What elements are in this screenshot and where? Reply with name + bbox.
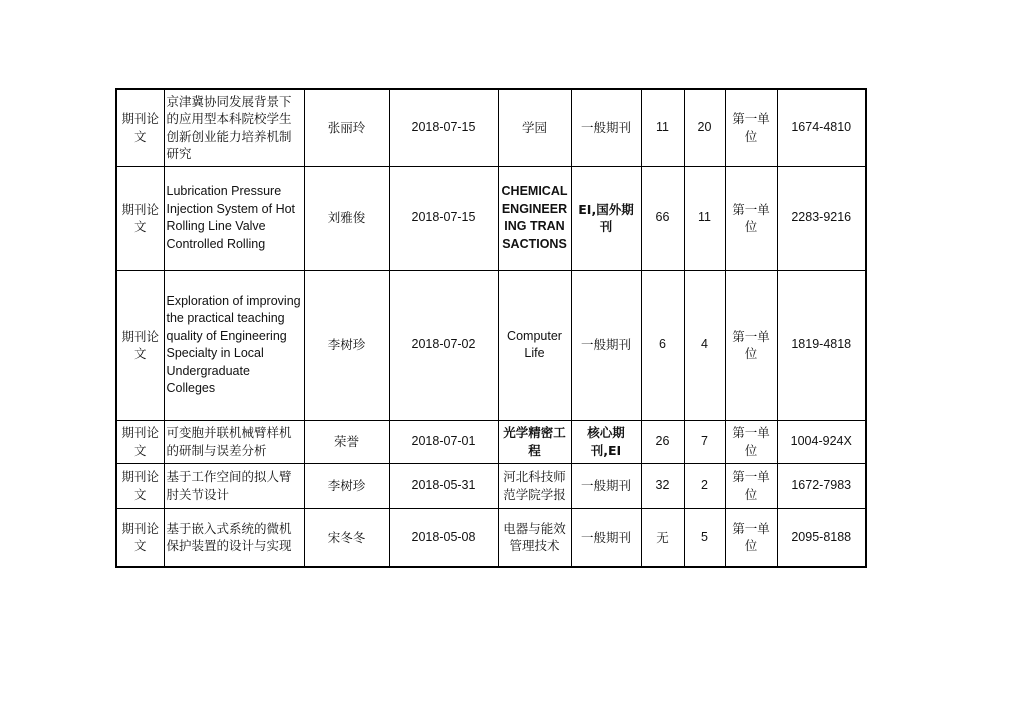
journal-cell: 光学精密工程	[498, 420, 571, 463]
volume-cell: 66	[641, 166, 684, 270]
type-cell: 期刊论文	[116, 508, 164, 567]
author-cell: 荣誉	[304, 420, 389, 463]
issue-cell: 5	[684, 508, 725, 567]
issn-cell: 2095-8188	[777, 508, 866, 567]
journal-text: 河北科技师范学院学报	[503, 469, 566, 502]
type-cell: 期刊论文	[116, 420, 164, 463]
issue-cell: 4	[684, 270, 725, 420]
title-cell: Lubrication Pressure Injection System of Hot Rolling Line Valve Controlled Rolling	[164, 166, 304, 270]
date-cell: 2018-07-15	[389, 89, 498, 166]
journal-cell	[498, 463, 571, 508]
level-cell: 一般期刊	[571, 89, 641, 166]
date-cell: 2018-07-02	[389, 270, 498, 420]
date-cell: 2018-05-08	[389, 508, 498, 567]
table-row	[116, 89, 866, 166]
volume-cell: 无	[641, 508, 684, 567]
table-row	[116, 463, 866, 508]
papers-table	[115, 88, 867, 568]
issue-cell: 7	[684, 420, 725, 463]
unit-cell: 第一单位	[725, 420, 777, 463]
date-cell: 2018-07-01	[389, 420, 498, 463]
author-cell: 张丽玲	[304, 89, 389, 166]
volume-cell: 6	[641, 270, 684, 420]
level-cell: 核心期刊,EI	[571, 420, 641, 463]
issn-cell: 1672-7983	[777, 463, 866, 508]
journal-cell: CHEMICAL ENGINEERING TRANSACTIONS	[498, 166, 571, 270]
level-cell: EI,国外期刊	[571, 166, 641, 270]
issn-cell: 1674-4810	[777, 89, 866, 166]
type-cell: 期刊论文	[116, 166, 164, 270]
unit-cell: 第一单位	[725, 166, 777, 270]
title-cell: Exploration of improving the practical teaching quality of Engineering Specialty in Local Undergraduate Colleges	[164, 270, 304, 420]
issn-cell: 1819-4818	[777, 270, 866, 420]
date-cell: 2018-05-31	[389, 463, 498, 508]
unit-cell: 第一单位	[725, 89, 777, 166]
unit-cell: 第一单位	[725, 463, 777, 508]
type-cell: 期刊论文	[116, 463, 164, 508]
author-cell: 李树珍	[304, 463, 389, 508]
type-cell: 期刊论文	[116, 270, 164, 420]
title-cell: 京津冀协同发展背景下的应用型本科院校学生创新创业能力培养机制研究	[164, 89, 304, 166]
issue-cell: 2	[684, 463, 725, 508]
table-row	[116, 508, 866, 567]
volume-cell: 11	[641, 89, 684, 166]
issue-cell: 11	[684, 166, 725, 270]
issn-cell: 2283-9216	[777, 166, 866, 270]
unit-cell: 第一单位	[725, 270, 777, 420]
journal-cell: Computer Life	[498, 270, 571, 420]
title-cell: 基于工作空间的拟人臂肘关节设计	[164, 463, 304, 508]
date-cell: 2018-07-15	[389, 166, 498, 270]
table-row	[116, 420, 866, 463]
volume-cell: 26	[641, 420, 684, 463]
type-cell: 期刊论文	[116, 89, 164, 166]
journal-cell: 电器与能效管理技术	[498, 508, 571, 567]
unit-cell: 第一单位	[725, 508, 777, 567]
author-cell: 刘雅俊	[304, 166, 389, 270]
issue-cell: 20	[684, 89, 725, 166]
level-cell: 一般期刊	[571, 463, 641, 508]
level-cell: 一般期刊	[571, 508, 641, 567]
table-row	[116, 166, 866, 270]
issn-cell: 1004-924X	[777, 420, 866, 463]
title-cell: 基于嵌入式系统的微机保护装置的设计与实现	[164, 508, 304, 567]
table-row	[116, 270, 866, 420]
level-cell: 一般期刊	[571, 270, 641, 420]
title-cell: 可变胞并联机械臂样机的研制与误差分析	[164, 420, 304, 463]
author-cell: 李树珍	[304, 270, 389, 420]
volume-cell: 32	[641, 463, 684, 508]
author-cell: 宋冬冬	[304, 508, 389, 567]
journal-cell: 学园	[498, 89, 571, 166]
